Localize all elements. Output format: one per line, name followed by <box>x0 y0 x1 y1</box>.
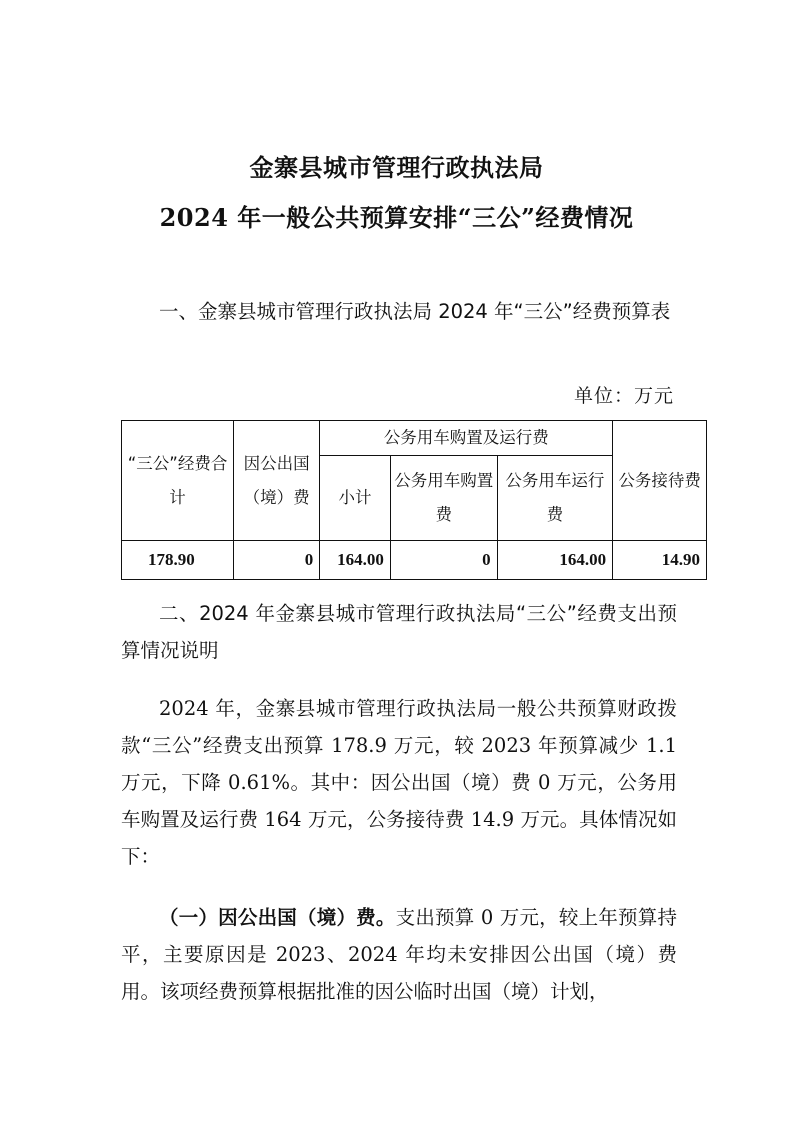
body-paragraph-1: 2024 年，金寨县城市管理行政执法局一般公共预算财政拨款“三公”经费支出预算 178.9 万元，较 2023 年预算减少 1.1 万元，下降 0.61%。其中：因公出国（境）费 0 万元，公务用车购置及运行费 164 万元，公务接待费 14.9 万元。具体情况如下： <box>121 697 677 868</box>
section-heading-1: 一、金寨县城市管理行政执法局 2024 年“三公”经费预算表 <box>159 300 671 323</box>
header-vehicle-operation: 公务用车运行费 <box>497 456 612 541</box>
cell-vehicle-subtotal: 164.00 <box>320 541 391 580</box>
header-vehicle-group: 公务用车购置及运行费 <box>320 421 613 456</box>
cell-total: 178.90 <box>122 541 234 580</box>
header-total: “三公”经费合计 <box>122 421 234 541</box>
header-reception: 公务接待费 <box>613 421 707 541</box>
cell-vehicle-purchase: 0 <box>390 541 497 580</box>
budget-table <box>121 420 707 580</box>
header-abroad: 因公出国（境）费 <box>234 421 320 541</box>
paragraph-body: 支出预算 0 万元，较上年预算持平，主要原因是 2023、2024 年均未安排因公出国（境）费用。该项经费预算根据批准的因公临时出国（境）计划， <box>121 906 677 1003</box>
header-vehicle-subtotal: 小计 <box>320 456 391 541</box>
body-paragraph-2 <box>121 899 677 1010</box>
header-vehicle-purchase: 公务用车购置费 <box>390 456 497 541</box>
document-title-line2: 2024 年一般公共预算安排“三公”经费情况 <box>159 203 634 232</box>
cell-reception: 14.90 <box>613 541 707 580</box>
unit-label: 单位：万元 <box>573 385 674 407</box>
paragraph-lead: （一）因公出国（境）费。 <box>159 906 396 929</box>
section-heading-2: 二、2024 年金寨县城市管理行政执法局“三公”经费支出预算情况说明 <box>121 602 677 662</box>
cell-vehicle-operation: 164.00 <box>497 541 612 580</box>
cell-abroad: 0 <box>234 541 320 580</box>
document-title-line1: 金寨县城市管理行政执法局 <box>249 153 544 182</box>
table-row <box>122 541 707 580</box>
table-header-row <box>122 421 707 456</box>
